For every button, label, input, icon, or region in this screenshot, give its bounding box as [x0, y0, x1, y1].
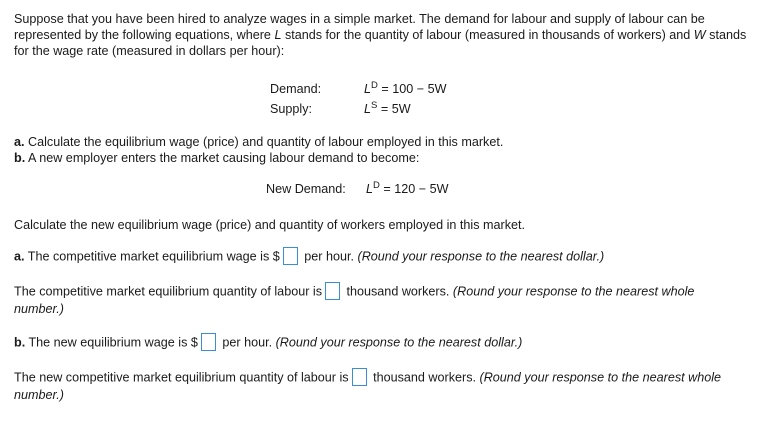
answer-b-qty-hint-2: number.)	[14, 388, 64, 402]
demand-sup: D	[371, 80, 378, 91]
supply-var: L	[364, 102, 372, 116]
supply-label: Supply:	[270, 102, 313, 116]
answer-a-qty-after: thousand workers.	[343, 284, 453, 299]
new-demand-equation	[366, 181, 449, 197]
new-demand-var: L	[366, 182, 374, 196]
answer-a-qty-hint-2: number.)	[14, 302, 64, 316]
demand-equation	[364, 81, 447, 97]
answer-b-qty-hint: (Round your response to the nearest whole	[479, 370, 722, 385]
answer-b-wage-prefix: b.	[14, 335, 26, 350]
question-a	[14, 134, 503, 150]
supply-rhs: = 5W	[377, 102, 411, 116]
answer-a-wage-text: The competitive market equilibrium wage is $	[24, 249, 280, 264]
new-demand-label: New Demand:	[266, 182, 346, 196]
new-demand-sup: D	[373, 180, 380, 191]
answer-b-qty-input[interactable]	[352, 368, 367, 386]
supply-sup: S	[371, 100, 378, 111]
answer-a-qty-text: The competitive market equilibrium quantity of labour is	[14, 284, 322, 299]
problem-intro	[14, 11, 754, 59]
intro-text-1: Suppose that you have been hired to analyze wages in a simple market. The demand for labour and supply of labour can be represented by the following equations, where	[14, 12, 705, 42]
question-b-text: A new employer enters the market causing labour demand to become:	[25, 151, 420, 165]
question-a-text: Calculate the equilibrium wage (price) and quantity of labour employed in this market.	[24, 135, 504, 149]
answer-b-wage-hint: (Round your response to the nearest dollar.)	[275, 335, 523, 350]
answer-a-wage-after: per hour.	[300, 249, 358, 264]
intro-var-w: W	[693, 28, 706, 42]
instruction-text: Calculate the new equilibrium wage (price) and quantity of workers employed in this market.	[14, 218, 525, 232]
answer-a-qty-hint: (Round your response to the nearest whole	[452, 284, 695, 299]
answer-b-qty-row	[14, 369, 754, 403]
demand-rhs: = 100 − 5W	[377, 82, 447, 96]
answer-a-qty-input[interactable]	[325, 282, 340, 300]
answer-a-wage-row	[14, 248, 604, 266]
intro-text-2: stands for the quantity of labour (measured in thousands of workers) and	[281, 28, 694, 42]
intro-text-3: stands for the wage rate (measured in dollars per hour):	[14, 28, 747, 58]
demand-var: L	[364, 82, 372, 96]
answer-b-qty-after: thousand workers.	[369, 370, 480, 385]
answer-b-wage-text: The new equilibrium wage is $	[25, 335, 198, 350]
answer-a-wage-prefix: a.	[14, 249, 25, 264]
new-demand-rhs: = 120 − 5W	[379, 182, 449, 196]
demand-label: Demand:	[270, 82, 322, 96]
answer-a-wage-input[interactable]	[283, 247, 298, 265]
answer-b-wage-row	[14, 334, 522, 352]
question-a-prefix: a.	[14, 135, 25, 149]
answer-b-wage-input[interactable]	[201, 333, 216, 351]
intro-var-l: L	[274, 28, 282, 42]
answer-b-qty-text: The new competitive market equilibrium quantity of labour is	[14, 370, 349, 385]
answer-b-wage-after: per hour.	[218, 335, 276, 350]
answer-a-wage-hint: (Round your response to the nearest dollar.)	[357, 249, 605, 264]
supply-equation	[364, 101, 411, 117]
question-b	[14, 150, 419, 166]
answer-a-qty-row	[14, 283, 754, 317]
question-b-prefix: b.	[14, 151, 26, 165]
